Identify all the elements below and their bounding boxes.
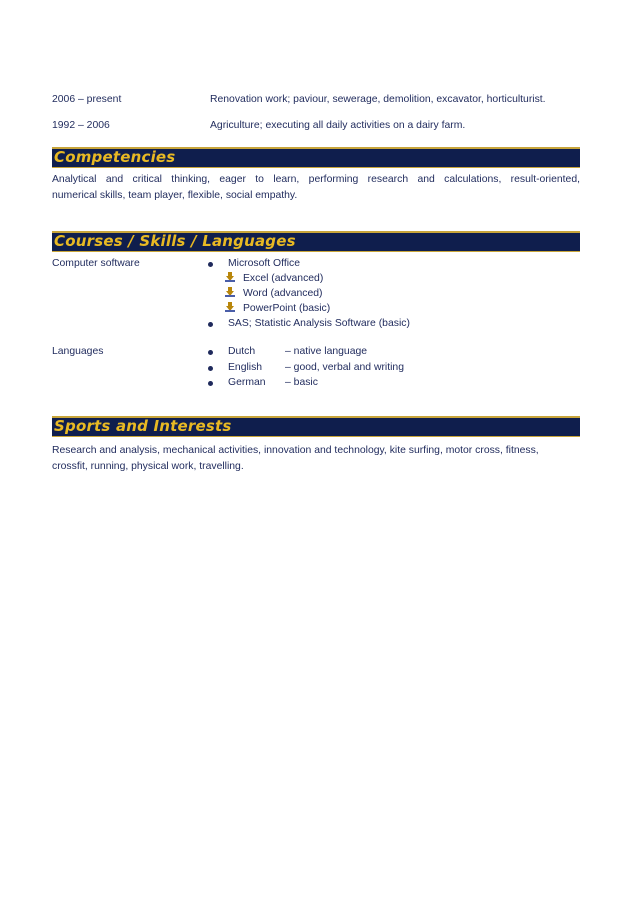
language-level: – basic — [285, 377, 318, 388]
bullet-icon — [208, 322, 213, 327]
bullet-icon — [208, 366, 213, 371]
language-level: – native language — [285, 346, 368, 357]
courses-header — [52, 231, 580, 252]
competencies-header — [52, 147, 580, 168]
language-level: – good, verbal and writing — [285, 362, 404, 373]
language-name: Dutch — [228, 346, 256, 357]
software-item: Microsoft Office — [228, 258, 300, 269]
bullet-icon — [208, 381, 213, 386]
sports-line: crossfit, running, physical work, travelling. — [52, 461, 244, 472]
courses-title: Courses / Skills / Languages — [54, 232, 296, 250]
competencies-title: Competencies — [54, 148, 176, 166]
bullet-icon — [208, 262, 213, 267]
bullet-icon — [208, 350, 213, 355]
office-subitem: PowerPoint (basic) — [243, 303, 331, 314]
software-item: SAS; Statistic Analysis Software (basic) — [228, 318, 410, 329]
language-name: English — [228, 362, 263, 373]
experience-description: Renovation work; paviour, sewerage, demolition, excavator, horticulturist. — [210, 94, 546, 105]
sports-title: Sports and Interests — [54, 417, 232, 435]
sports-header — [52, 416, 580, 437]
language-name: German — [228, 377, 266, 388]
office-subitem: Word (advanced) — [243, 288, 323, 299]
experience-period: 2006 – present — [52, 94, 122, 105]
competencies-line: numerical skills, team player, flexible, social empathy. — [52, 190, 298, 201]
arrow-bullet-icon — [225, 272, 235, 282]
languages-label: Languages — [52, 346, 104, 357]
software-label: Computer software — [52, 258, 140, 269]
arrow-bullet-icon — [225, 287, 235, 297]
arrow-bullet-icon — [225, 302, 235, 312]
experience-period: 1992 – 2006 — [52, 120, 110, 131]
competencies-line: Analytical and critical thinking, eager to learn, performing research and calculations, result-oriented, — [52, 174, 580, 185]
sports-line: Research and analysis, mechanical activities, innovation and technology, kite surfing, motor cross, fitness, — [52, 445, 539, 456]
office-subitem: Excel (advanced) — [243, 273, 324, 284]
experience-description: Agriculture; executing all daily activities on a dairy farm. — [210, 120, 466, 131]
